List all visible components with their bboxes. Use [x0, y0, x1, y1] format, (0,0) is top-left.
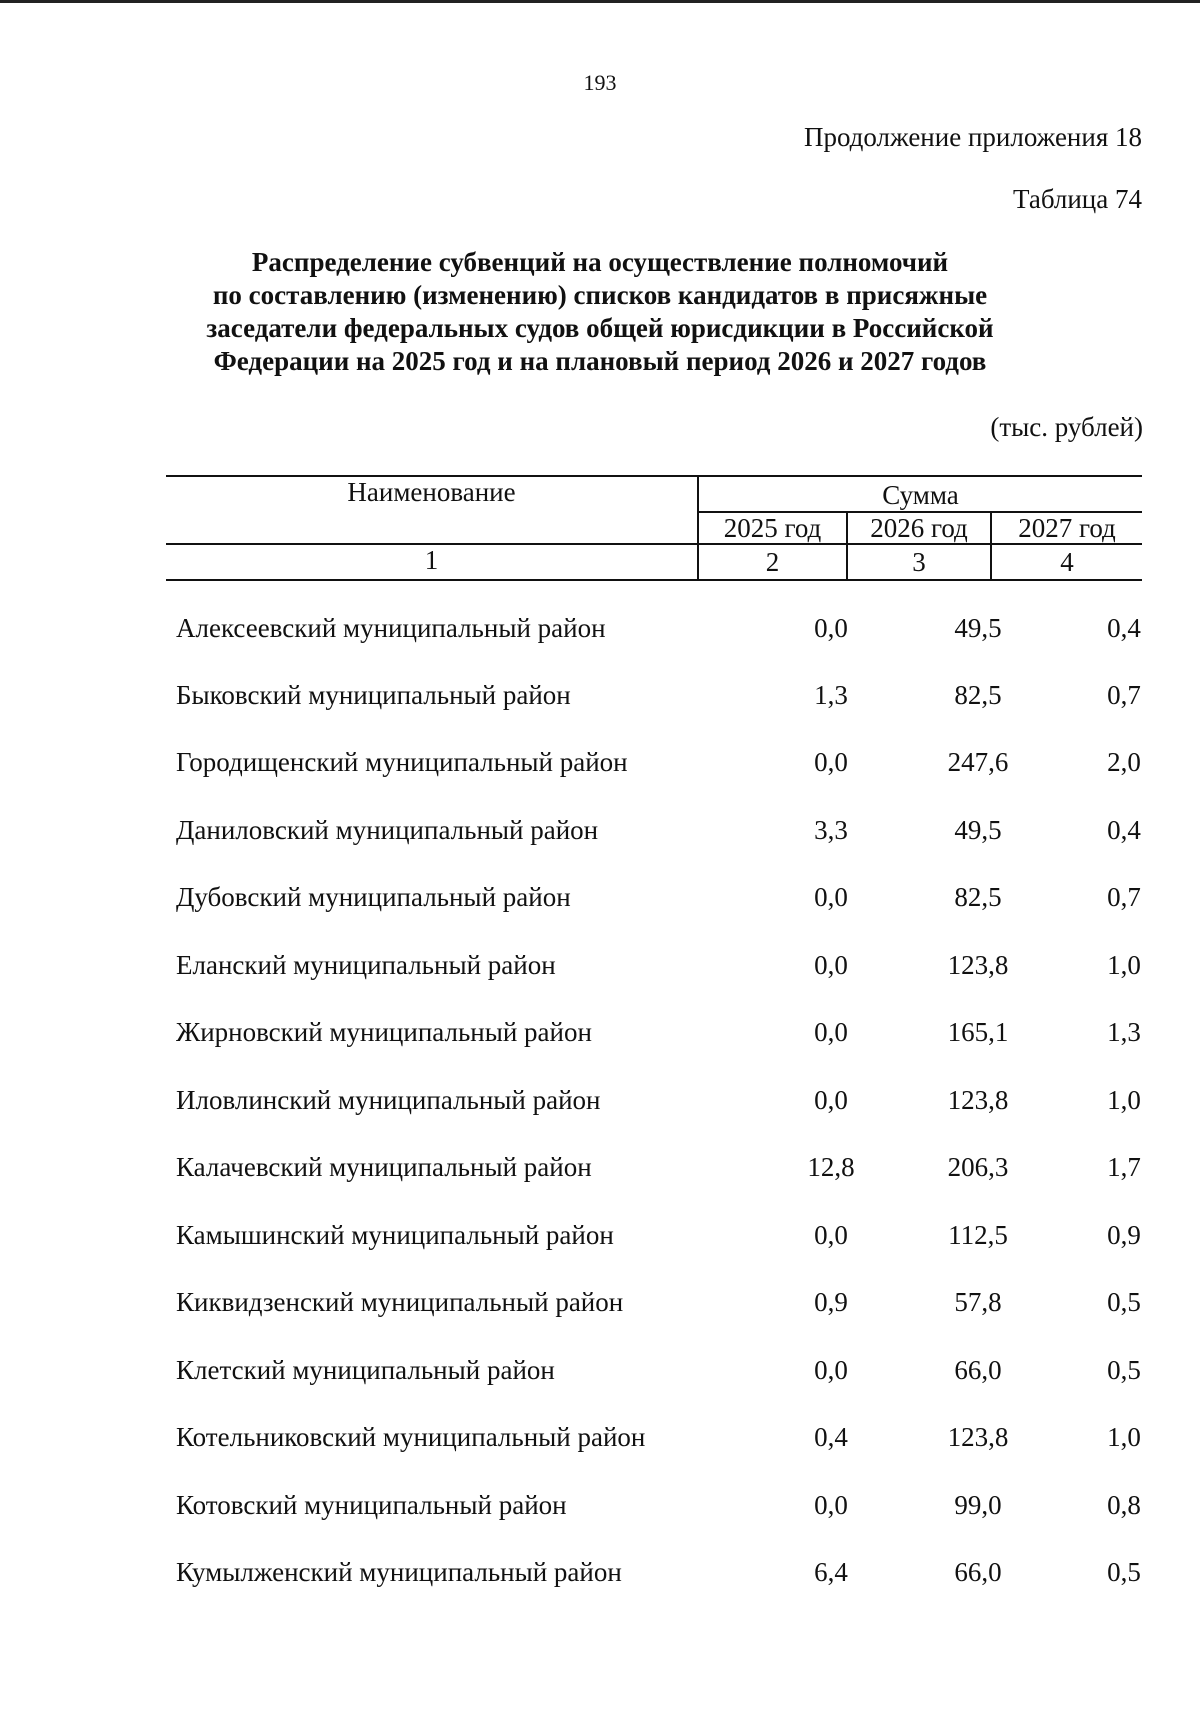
- value-2026: 66,0: [954, 1355, 1002, 1385]
- page-top-edge: [0, 0, 1200, 3]
- value-2025: 6,4: [814, 1557, 848, 1587]
- table-row: [176, 1085, 1141, 1125]
- value-2025: 0,0: [814, 1355, 848, 1385]
- value-2027: 0,8: [1107, 1490, 1141, 1520]
- title-line: по составлению (изменению) списков кандидатов в присяжные: [212, 280, 988, 310]
- value-2025: 0,0: [814, 747, 848, 777]
- table-row: [176, 1017, 1141, 1057]
- value-2025: 0,9: [814, 1287, 848, 1317]
- value-2027: 0,4: [1107, 613, 1141, 643]
- value-2027: 0,7: [1107, 882, 1141, 912]
- row-name: Котельниковский муниципальный район: [176, 1422, 646, 1452]
- header-bottom-rule: [166, 579, 1142, 581]
- table-number: Таблица 74: [1013, 184, 1142, 214]
- value-2026: 165,1: [947, 1017, 1009, 1047]
- row-name: Клетский муниципальный район: [176, 1355, 555, 1385]
- value-2026: 99,0: [954, 1490, 1002, 1520]
- table-row: [176, 1220, 1141, 1260]
- appendix-note: Продолжение приложения 18: [803, 122, 1142, 152]
- row-name: Жирновский муниципальный район: [176, 1017, 592, 1047]
- value-2026: 206,3: [947, 1152, 1009, 1182]
- value-2026: 49,5: [954, 613, 1002, 643]
- table-row: [176, 1355, 1141, 1395]
- title-line: Распределение субвенций на осуществление полномочий: [251, 247, 949, 277]
- value-2025: 0,0: [814, 1220, 848, 1250]
- value-2027: 2,0: [1107, 747, 1141, 777]
- row-name: Котовский муниципальный район: [176, 1490, 567, 1520]
- table-row: [176, 1287, 1141, 1327]
- table-row: [176, 747, 1141, 787]
- header-year-2027: 2027 год: [1018, 513, 1116, 543]
- table-title: [150, 246, 1050, 378]
- table-row: [176, 882, 1141, 922]
- table-row: [176, 613, 1141, 653]
- value-2027: 1,0: [1107, 1422, 1141, 1452]
- row-name: Дубовский муниципальный район: [176, 882, 571, 912]
- col-number-1: 1: [424, 545, 439, 575]
- value-2027: 1,0: [1107, 950, 1141, 980]
- value-2026: 82,5: [954, 680, 1002, 710]
- header-year-2026: 2026 год: [870, 513, 968, 543]
- table-row: [176, 680, 1141, 720]
- value-2025: 1,3: [814, 680, 848, 710]
- value-2027: 0,5: [1107, 1557, 1141, 1587]
- value-2026: 123,8: [947, 1085, 1009, 1115]
- value-2025: 0,0: [814, 1085, 848, 1115]
- units-label: (тыс. рублей): [990, 412, 1143, 442]
- table-row: [176, 1490, 1141, 1530]
- value-2027: 0,7: [1107, 680, 1141, 710]
- value-2025: 3,3: [814, 815, 848, 845]
- value-2027: 1,0: [1107, 1085, 1141, 1115]
- row-name: Еланский муниципальный район: [176, 950, 556, 980]
- row-name: Алексеевский муниципальный район: [176, 613, 606, 643]
- header-name: Наименование: [347, 477, 516, 507]
- col-number-3: 3: [912, 547, 926, 577]
- value-2025: 0,4: [814, 1422, 848, 1452]
- row-name: Даниловский муниципальный район: [176, 815, 599, 845]
- value-2027: 0,4: [1107, 815, 1141, 845]
- value-2025: 0,0: [814, 613, 848, 643]
- row-name: Киквидзенский муниципальный район: [176, 1287, 624, 1317]
- value-2026: 123,8: [947, 1422, 1009, 1452]
- table-row: [176, 950, 1141, 990]
- header-year-2025: 2025 год: [723, 513, 822, 543]
- value-2025: 0,0: [814, 1017, 848, 1047]
- row-name: Иловлинский муниципальный район: [176, 1085, 601, 1115]
- row-name: Быковский муниципальный район: [176, 680, 571, 710]
- table-row: [176, 1152, 1141, 1192]
- value-2025: 12,8: [807, 1152, 855, 1182]
- row-name: Калачевский муниципальный район: [176, 1152, 592, 1182]
- value-2026: 247,6: [947, 747, 1009, 777]
- table-row: [176, 1422, 1141, 1462]
- row-name: Городищенский муниципальный район: [176, 747, 628, 777]
- value-2026: 123,8: [947, 950, 1009, 980]
- value-2027: 0,5: [1107, 1355, 1141, 1385]
- col-number-4: 4: [1060, 547, 1074, 577]
- value-2026: 49,5: [954, 815, 1002, 845]
- value-2025: 0,0: [814, 882, 848, 912]
- value-2026: 82,5: [954, 882, 1002, 912]
- value-2026: 66,0: [954, 1557, 1002, 1587]
- value-2027: 1,7: [1107, 1152, 1141, 1182]
- table-row: [176, 1557, 1141, 1597]
- value-2025: 0,0: [814, 1490, 848, 1520]
- value-2025: 0,0: [814, 950, 848, 980]
- row-name: Камышинский муниципальный район: [176, 1220, 614, 1250]
- table-row: [176, 815, 1141, 855]
- value-2026: 57,8: [954, 1287, 1002, 1317]
- row-name: Кумылженский муниципальный район: [176, 1557, 622, 1587]
- col-number-2: 2: [765, 547, 780, 577]
- value-2026: 112,5: [948, 1220, 1008, 1250]
- title-line: заседатели федеральных судов общей юрисдикции в Российской: [206, 313, 994, 343]
- title-line: Федерации на 2025 год и на плановый период 2026 и 2027 годов: [213, 346, 987, 376]
- page-number: 193: [583, 70, 617, 95]
- value-2027: 0,9: [1107, 1220, 1141, 1250]
- header-sum: Сумма: [882, 480, 959, 510]
- value-2027: 0,5: [1107, 1287, 1141, 1317]
- value-2027: 1,3: [1107, 1017, 1141, 1047]
